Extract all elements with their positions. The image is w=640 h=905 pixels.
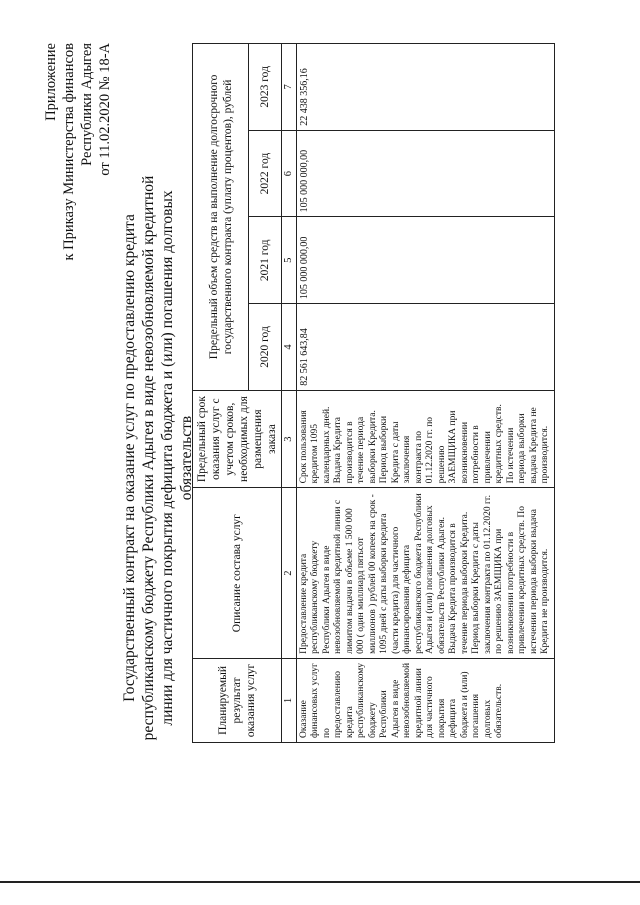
header-term: Предельный срок оказания услуг с учетом сроков, необходимых для размещения заказа	[193, 390, 282, 488]
appendix-line: от 11.02.2020 № 18-А	[97, 42, 113, 176]
header-year-2020: 2020 год	[249, 303, 282, 390]
bottom-rule	[0, 880, 640, 886]
header-result: Планируемый результат оказания услуг	[193, 658, 282, 742]
header-description: Описание состава услуг	[193, 487, 282, 658]
appendix-block	[42, 43, 114, 260]
column-number: 6	[282, 130, 297, 217]
cell-2022: 105 000 000,00	[296, 130, 554, 217]
cell-2020: 82 561 643,84	[296, 303, 554, 390]
appendix-line: к Приказу Министерства финансов	[61, 42, 77, 260]
column-number: 4	[282, 303, 297, 390]
appendix-line: Приложение	[43, 42, 59, 121]
column-number: 2	[282, 487, 297, 658]
column-number: 1	[282, 658, 297, 742]
rotated-document	[20, 13, 620, 893]
header-year-2021: 2021 год	[249, 216, 282, 303]
table-row	[296, 43, 554, 742]
column-number: 3	[282, 390, 297, 488]
appendix-line: Республики Адыгея	[79, 42, 95, 166]
contract-table	[192, 43, 555, 743]
cell-2021: 105 000 000,00	[296, 216, 554, 303]
cell-result: Оказание финансовых услуг по предоставлению кредита республиканскому бюджету Республики Адыгея в виде невозобновляемой кредитной линии для частичного покрытия дефицита бюджета и (или) погашения долговых обязательств.	[296, 658, 554, 742]
column-number: 5	[282, 216, 297, 303]
header-volume: Предельный объем средств на выполнение долгосрочного государственного контракта (уплату процентов), рублей	[193, 43, 249, 390]
header-year-2022: 2022 год	[249, 130, 282, 217]
header-year-2023: 2023 год	[249, 43, 282, 130]
document-title: Государственный контракт на оказание услуг по предоставлению кредита республиканскому бюджету Республики Адыгея в виде невозобновляемой кредитной линии для частичного покрытия дефицита бюджета и (или) погашения долговых обязательств	[121, 175, 195, 740]
cell-term: Срок пользования кредитом 1095 календарных дней. Выдача Кредита производится в течение периода выборки Кредита. Период выборки Кредита с даты заключения контракта по 01.12.2020 гг. по решению ЗАЕМЩИКА при возникновении потребности в привлечении кредитных средств. По истечении периода выборки выдача Кредита не производится.	[296, 390, 554, 488]
cell-description: Предоставление кредита республиканскому бюджету Республики Адыгея в виде невозобновляемой кредитной линии с лимитом выдачи в объеме 1 500 000 000 ( один миллиард пятьсот миллионов ) рублей 00 копеек на срок - 1095 дней с даты выборки кредита (части кредита) для частичного финансирования дефицита республиканского бюджета Республики Адыгея и (или) погашения долговых обязательств Республики Адыгея. Выдача Кредита производится в течение периода выборки Кредита. Период выборки Кредита с даты заключения контракта по 01.12.2020 гг. по решению ЗАЕМЩИКА при возникновении потребности в привлечении кредитных средств. По истечении периода выборки выдача Кредита не производится.	[296, 487, 554, 658]
cell-2023: 22 438 356,16	[296, 43, 554, 130]
column-number: 7	[282, 43, 297, 130]
